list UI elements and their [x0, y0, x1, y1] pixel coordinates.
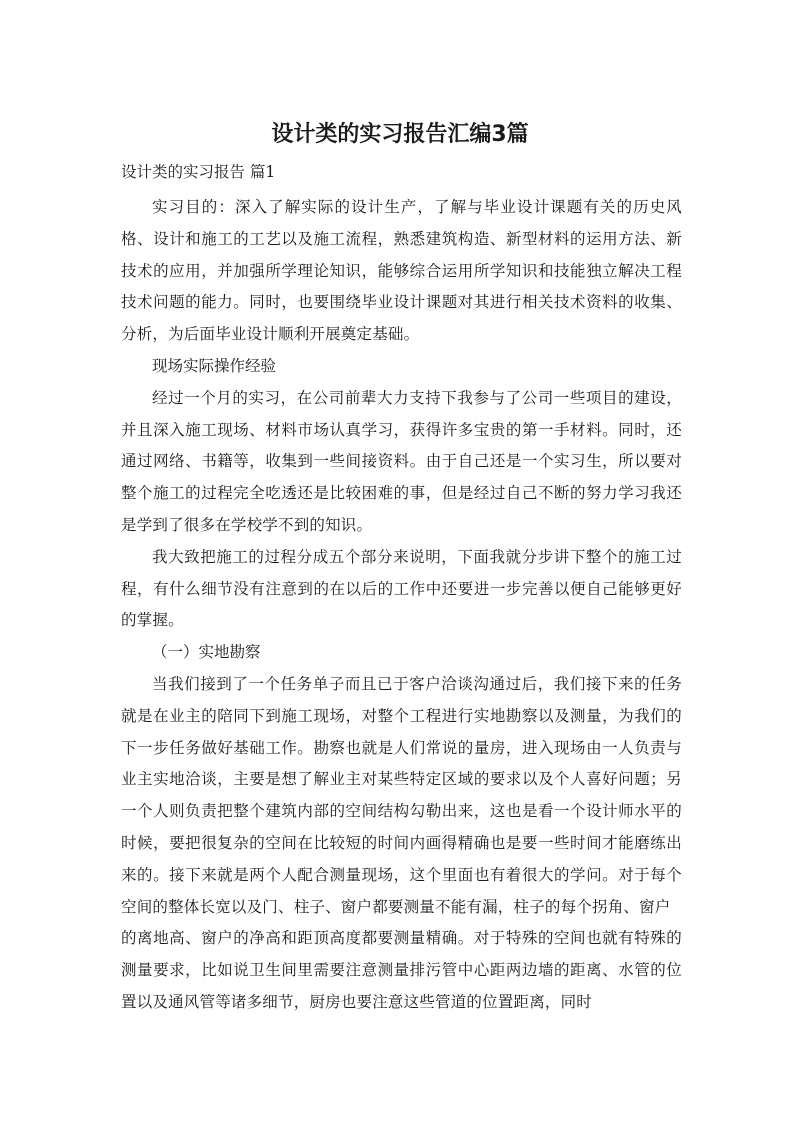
paragraph-overview: 我大致把施工的过程分成五个部分来说明，下面我就分步讲下整个的施工过程，有什么细节没有注意到的在以后的工作中还要进一步完善以便自己能够更好的掌握。	[121, 547, 682, 630]
paragraph-measurement: 的离地高、窗户的净高和距顶高度都要测量精确。对于特殊的空间也就有特殊的测量要求，比如说卫生间里需要注意测量排污管中心距两边墙的距离、水管的位置以及通风管等诸多细节，厨房也要注意这些管道的位置距离，同时	[121, 929, 682, 1011]
paragraph-survey: 当我们接到了一个任务单子而且已于客户洽谈沟通过后，我们接下来的任务就是在业主的陪同下到施工现场，对整个工程进行实地勘察以及测量，为我们的下一步任务做好基础工作。勘察也就是人们常说的量房，进入现场由一人负责与业主实地洽谈，主要是想了解业主对某些特定区域的要求以及个人喜好问题；另一个人则负责把整个建筑内部的空间结构勾勒出来，这也是看一个设计师水平的时候，要把很复杂的空间在比较短的时间内画得精确也是要一些时间才能磨练出来的。接下来就是两个人配合测量现场，这个里面也有着很大的学问。对于每个空间的整体长宽以及门、柱子、窗户都要测量不能有漏，柱子的每个拐角、窗户	[121, 674, 682, 916]
section-heading-practice: 现场实际操作经验	[152, 356, 277, 375]
document-title: 设计类的实习报告汇编3篇	[271, 122, 529, 147]
paragraph-purpose: 实习目的：深入了解实际的设计生产，了解与毕业设计课题有关的历史风格、设计和施工的工艺以及施工流程，熟悉建筑构造、新型材料的运用方法、新技术的应用，并加强所学理论知识，能够综合运用所学知识和技能独立解决工程技术问题的能力。同时，也要围绕毕业设计课题对其进行相关技术资料的收集、分析，为后面毕业设计顺利开展奠定基础。	[121, 198, 682, 344]
document-body	[121, 192, 682, 1019]
section-subtitle: 设计类的实习报告 篇1	[121, 163, 276, 181]
section-heading-survey: （一）实地勘察	[152, 643, 261, 662]
paragraph-experience: 经过一个月的实习，在公司前辈大力支持下我参与了公司一些项目的建设，并且深入施工现场、材料市场认真学习，获得许多宝贵的第一手材料。同时，还通过网络、书籍等，收集到一些间接资料。由于自己还是一个实习生，所以要对整个施工的过程完全吃透还是比较困难的事，但是经过自己不断的努力学习我还是学到了很多在学校学不到的知识。	[121, 388, 682, 534]
